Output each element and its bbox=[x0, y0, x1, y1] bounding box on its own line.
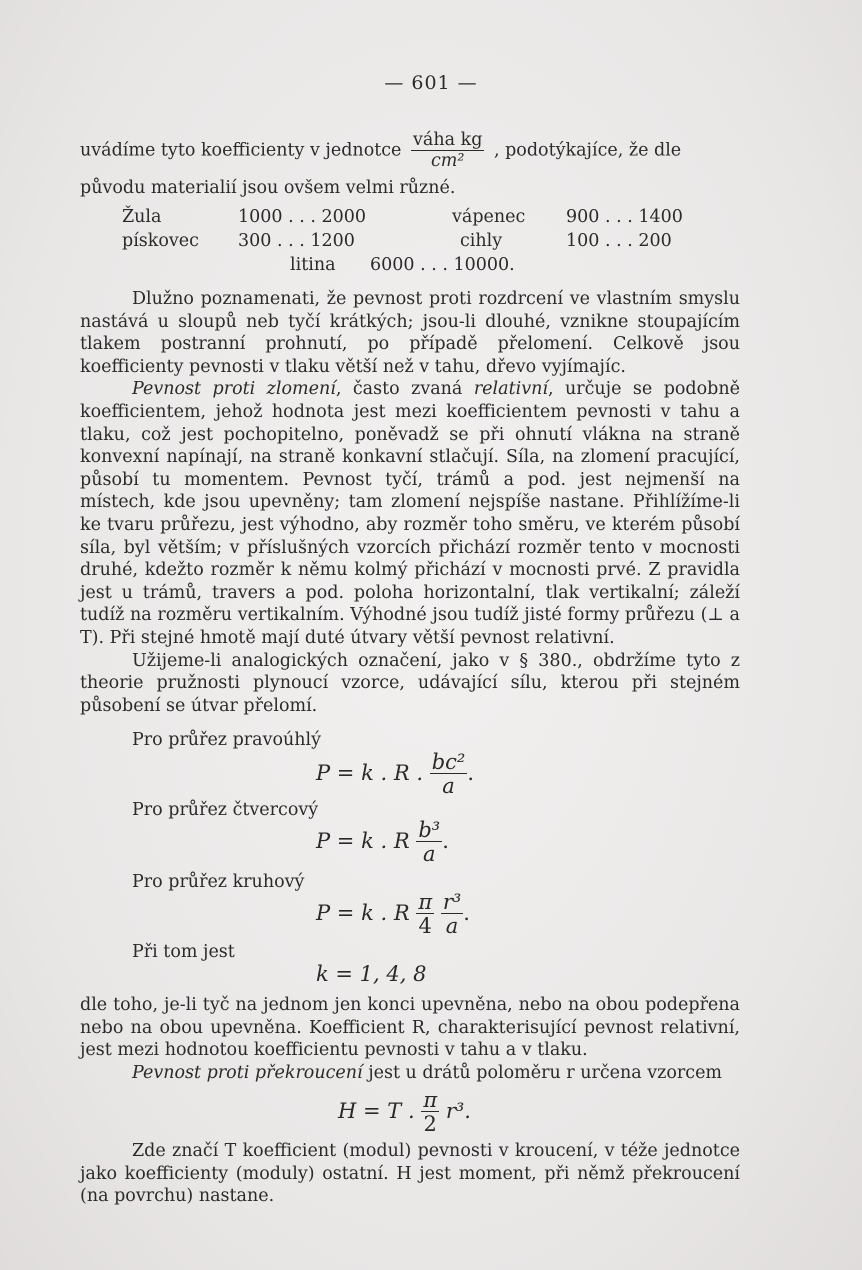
table-cell: vápenec bbox=[452, 207, 526, 227]
formula-end: r³. bbox=[445, 1099, 471, 1123]
formula-end: . bbox=[467, 761, 474, 785]
intro-line-2: původu materialií jsou ovšem velmi různé. bbox=[80, 178, 456, 198]
label-rectangular: Pro průřez pravoúhlý bbox=[132, 730, 322, 750]
table-cell: 6000 . . . 10000. bbox=[370, 255, 515, 275]
unit-denominator: cm² bbox=[411, 150, 484, 171]
formula-lhs: H = T . bbox=[338, 1099, 415, 1123]
formula-fraction bbox=[441, 892, 463, 937]
formula-lhs: P = k . R . bbox=[316, 761, 423, 785]
table-cell: Žula bbox=[122, 207, 162, 227]
paragraph-torsion-text: jest u drátů poloměru r určena vzorcem bbox=[362, 1062, 723, 1083]
formula-torsion bbox=[338, 1090, 471, 1135]
term-bending: Pevnost proti zlomení bbox=[132, 379, 336, 400]
table-cell: litina bbox=[290, 255, 336, 275]
fraction-numerator: π bbox=[423, 1088, 438, 1112]
paragraph-bending-text: , určuje se podobně koefficientem, jehož hodnota jest mezi koefficientem pevnosti v tahu a tlaku, což jest pochopitelno, poněvadž se při ohnutí vlákna na straně konvexní napínají, na straně konkavní stlačují. Síla, na zlomení pracující, působí tu momentem. Pevnost tyčí, trámů a pod. jest nejmenší na místech, kde jsou upevněny; tam zlomení nejspíše nastane. Přihlížíme-li ke tvaru průřezu, jest výhodno, aby rozměr toho směru, ve kterém působí síla, byl větším; v příslušných vzorcích přichází rozměr tento v mocnosti druhé, kdežto rozměr k němu kolmý přichází v mocnosti prvé. Z pravidla jest u trámů, travers a pod. poloha horizontalní, tlak vertikalní; záleží tudíž na rozměru vertikalním. Výhodné jsou tudíž jisté formy průřezu (⊥ a T). Při stejné hmotě mají duté útvary větší pevnost relativní. bbox=[80, 379, 740, 648]
paragraph-supports: dle toho, je-li tyč na jednom jen konci upevněna, nebo na obou podepřena nebo na obou upevněna. Koefficient R, charakterisující pevnost relativní, jest mezi hodnotou koefficientu pevnosti v tahu a v tlaku. bbox=[80, 995, 740, 1061]
formula-end: . bbox=[463, 901, 470, 925]
fraction-numerator: b³ bbox=[418, 818, 441, 842]
fraction-denominator: a bbox=[441, 913, 463, 937]
formula-k: k = 1, 4, 8 bbox=[316, 962, 427, 986]
intro-before: uvádíme tyto koefficienty v jednotce bbox=[80, 140, 402, 161]
intro-after: , podotýkajíce, že dle bbox=[493, 140, 682, 161]
label-circular: Pro průřez kruhový bbox=[132, 872, 305, 892]
paragraph-bending-mid: , často zvaná bbox=[335, 379, 474, 400]
fraction-numerator: r³ bbox=[442, 890, 462, 914]
term-relative: relativní bbox=[473, 379, 548, 400]
formula-fraction bbox=[430, 752, 468, 797]
formula-fraction bbox=[416, 892, 434, 937]
formula-fraction bbox=[421, 1090, 439, 1135]
text-block-2 bbox=[80, 994, 740, 1084]
table-cell: 1000 . . . 2000 bbox=[238, 207, 367, 227]
paragraph-analogy: Užijeme-li analogických označení, jako v § 380., obdržíme tyto z theorie pružnosti plynoucí vzorce, udávající sílu, kterou při stejném působení se útvar přelomí. bbox=[80, 650, 740, 716]
paragraph-modulus: Zde značí T koefficient (modul) pevnosti v kroucení, v téže jednotce jako koefficienty (moduly) ostatní. H jest moment, při němž překroucení (na povrchu) nastane. bbox=[80, 1141, 740, 1207]
text-block-3 bbox=[80, 1140, 740, 1208]
label-where: Při tom jest bbox=[132, 942, 235, 962]
table-cell: 100 . . . 200 bbox=[566, 231, 672, 251]
formula-lhs: P = k . R bbox=[316, 901, 410, 925]
fraction-denominator: 4 bbox=[416, 913, 434, 937]
formula-rectangular bbox=[316, 752, 474, 797]
table-cell: 300 . . . 1200 bbox=[238, 231, 355, 251]
fraction-denominator: a bbox=[416, 841, 442, 865]
formula-end: . bbox=[442, 829, 449, 853]
label-square: Pro průřez čtvercový bbox=[132, 800, 319, 820]
table-cell: 900 . . . 1400 bbox=[566, 207, 683, 227]
table-cell: cihly bbox=[460, 231, 503, 251]
text-block-1 bbox=[80, 288, 740, 717]
paragraph-bending bbox=[80, 378, 740, 649]
fraction-denominator: 2 bbox=[421, 1111, 439, 1135]
formula-circular bbox=[316, 892, 470, 937]
paragraph-compression: Dlužno poznamenati, že pevnost proti rozdrcení ve vlastním smyslu nastává u sloupů neb tyčí krátkých; jsou-li dlouhé, vznikne stoupajícím tlakem postranní prohnutí, po případě přelomení. Celkově jsou koefficienty pevnosti v tlaku větší než v tahu, dřevo vyjímajíc. bbox=[80, 289, 740, 377]
fraction-numerator: π bbox=[418, 890, 433, 914]
page-number: — 601 — bbox=[384, 72, 478, 94]
fraction-denominator: a bbox=[430, 773, 468, 797]
fraction-numerator: bc² bbox=[431, 750, 466, 774]
paragraph-torsion bbox=[80, 1062, 740, 1085]
intro-line bbox=[80, 132, 740, 170]
table-cell: pískovec bbox=[122, 231, 199, 251]
formula-lhs: P = k . R bbox=[316, 829, 410, 853]
formula-fraction bbox=[416, 820, 442, 865]
unit-numerator: váha kg bbox=[413, 130, 483, 150]
formula-square bbox=[316, 820, 449, 865]
term-torsion: Pevnost proti překroucení bbox=[132, 1062, 363, 1083]
unit-fraction bbox=[411, 132, 484, 170]
